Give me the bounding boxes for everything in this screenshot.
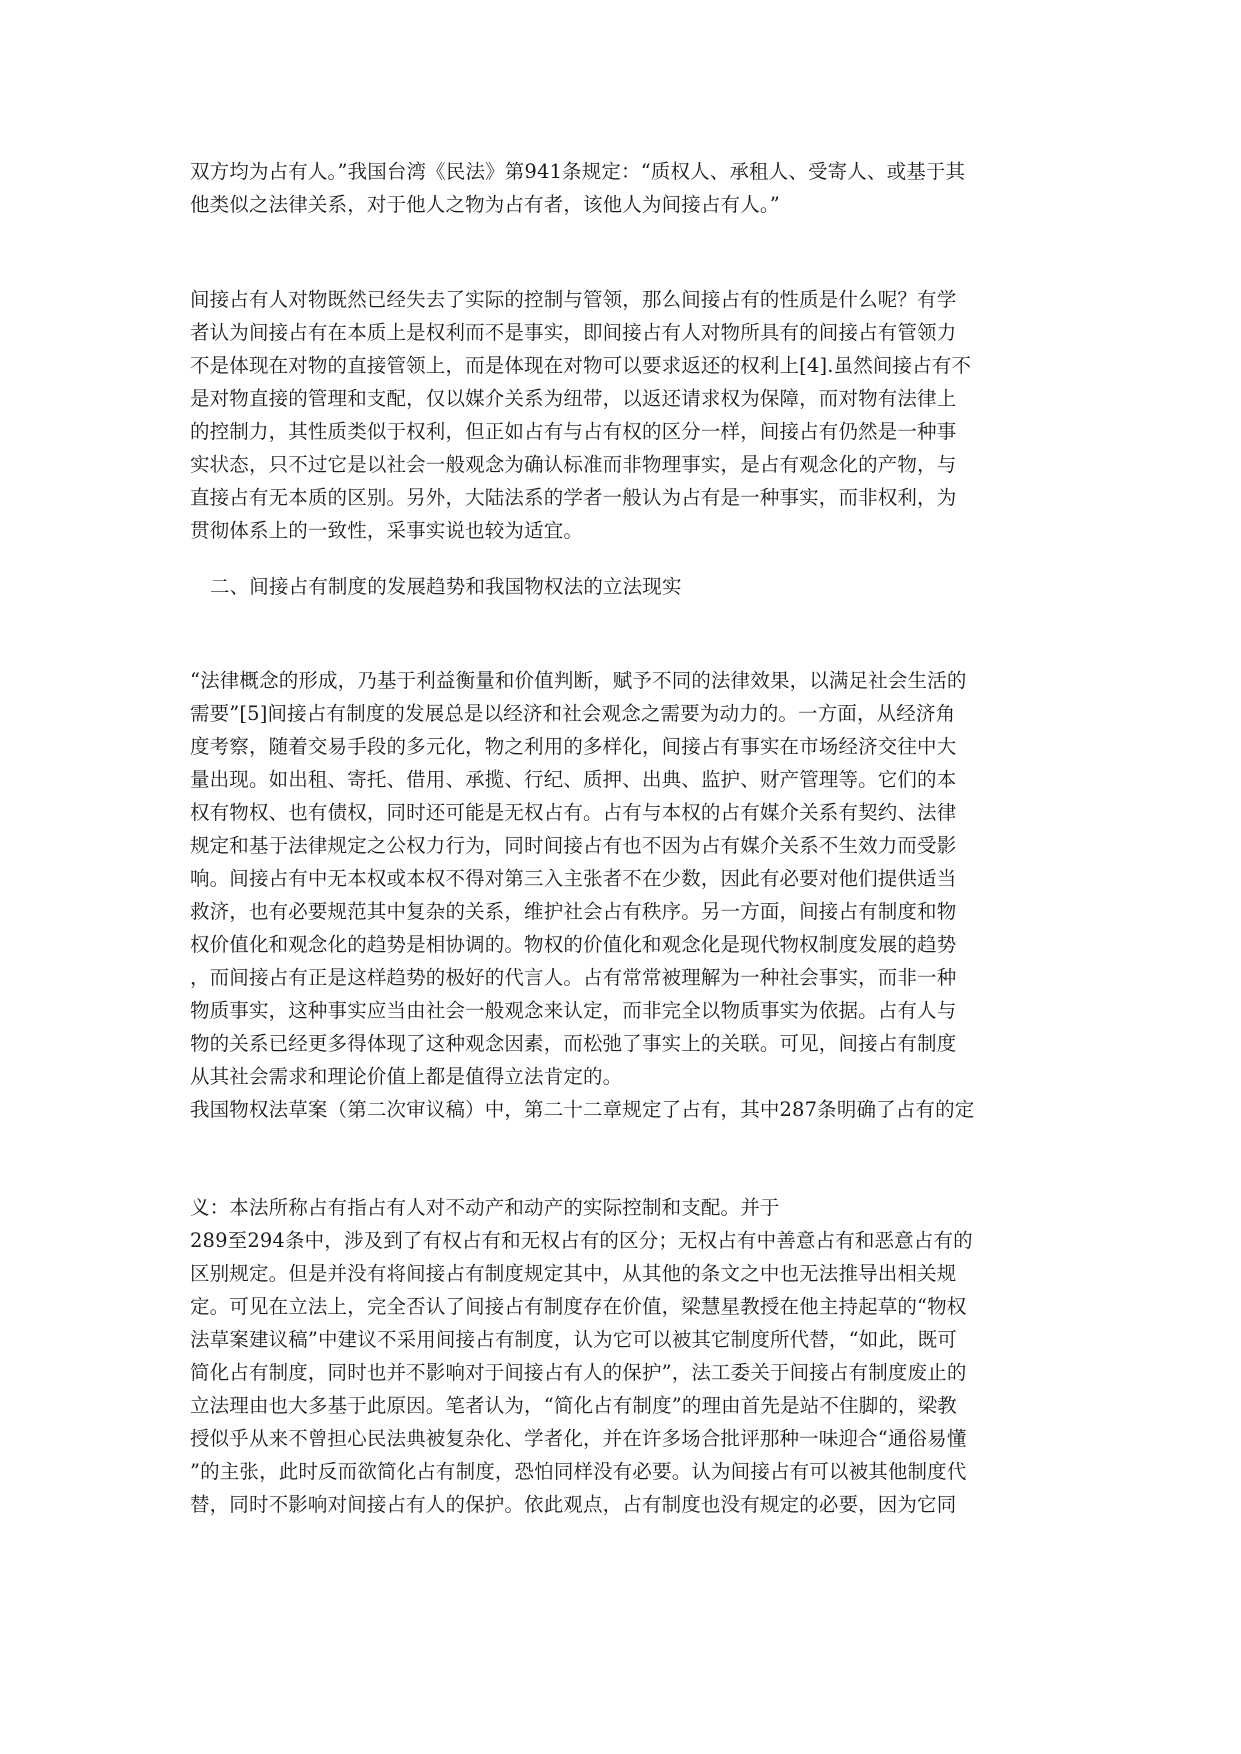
section-heading: 二、间接占有制度的发展趋势和我国物权法的立法现实 [210, 575, 682, 598]
text-line: 规定和基于法律规定之公权力行为，同时间接占有也不因为占有媒介关系不生效力而受影 [190, 834, 957, 857]
text-line: 物质事实，这种事实应当由社会一般观念来认定，而非完全以物质事实为依据。占有人与 [190, 999, 957, 1022]
text-line: ”的主张，此时反而欲简化占有制度，恐怕同样没有必要。认为间接占有可以被其他制度代 [190, 1460, 967, 1483]
text-line: 双方均为占有人。”我国台湾《民法》第941条规定：“质权人、承租人、受寄人、或基于其 [190, 160, 966, 183]
text-line: 我国物权法草案（第二次审议稿）中，第二十二章规定了占有，其中287条明确了占有的定 [190, 1098, 975, 1121]
text-line: 他类似之法律关系，对于他人之物为占有者，该他人为间接占有人。” [190, 193, 780, 216]
text-line: 救济，也有必要规范其中复杂的关系，维护社会占有秩序。另一方面，间接占有制度和物 [190, 900, 957, 923]
text-line: 定。可见在立法上，完全否认了间接占有制度存在价值，梁慧星教授在他主持起草的“物权 [190, 1295, 967, 1318]
text-line: 贯彻体系上的一致性，采事实说也较为适宜。 [190, 519, 584, 542]
text-line: 从其社会需求和理论价值上都是值得立法肯定的。 [190, 1065, 623, 1088]
text-line: 物的关系已经更多得体现了这种观念因素，而松弛了事实上的关联。可见，间接占有制度 [190, 1032, 957, 1055]
text-line: 实状态，只不过它是以社会一般观念为确认标准而非物理事实，是占有观念化的产物，与 [190, 453, 957, 476]
text-line: 授似乎从来不曾担心民法典被复杂化、学者化，并在许多场合批评那种一味迎合“通俗易懂 [190, 1427, 967, 1450]
text-line: “法律概念的形成，乃基于利益衡量和价值判断，赋予不同的法律效果，以满足社会生活的 [190, 669, 967, 692]
text-line: 289至294条中，涉及到了有权占有和无权占有的区分；无权占有中善意占有和恶意占有的 [190, 1229, 973, 1252]
text-line: 替，同时不影响对间接占有人的保护。依此观点，占有制度也没有规定的必要，因为它同 [190, 1493, 957, 1516]
text-line: 立法理由也大多基于此原因。笔者认为，“简化占有制度”的理由首先是站不住脚的，梁教 [190, 1394, 957, 1417]
text-line: 义：本法所称占有指占有人对不动产和动产的实际控制和支配。并于 [190, 1196, 780, 1219]
text-line: 区别规定。但是并没有将间接占有制度规定其中，从其他的条文之中也无法推导出相关规 [190, 1262, 957, 1285]
text-line: 法草案建议稿”中建议不采用间接占有制度，认为它可以被其它制度所代替，“如此，既可 [190, 1328, 957, 1351]
text-line: 需要”[5]间接占有制度的发展总是以经济和社会观念之需要为动力的。一方面，从经济角 [190, 702, 956, 725]
text-line: 响。间接占有中无本权或本权不得对第三入主张者不在少数，因此有必要对他们提供适当 [190, 867, 957, 890]
text-line: 直接占有无本质的区别。另外，大陆法系的学者一般认为占有是一种事实，而非权利，为 [190, 486, 957, 509]
text-line: 者认为间接占有在本质上是权利而不是事实，即间接占有人对物所具有的间接占有管领力 [190, 321, 957, 344]
text-line: 度考察，随着交易手段的多元化，物之利用的多样化，间接占有事实在市场经济交往中大 [190, 735, 957, 758]
text-line: 是对物直接的管理和支配，仅以媒介关系为纽带，以返还请求权为保障，而对物有法律上 [190, 387, 957, 410]
text-line: 的控制力，其性质类似于权利，但正如占有与占有权的区分一样，间接占有仍然是一种事 [190, 420, 957, 443]
text-line: 量出现。如出租、寄托、借用、承揽、行纪、质押、出典、监护、财产管理等。它们的本 [190, 768, 957, 791]
text-line: 不是体现在对物的直接管领上，而是体现在对物可以要求返还的权利上[4].虽然间接占有不 [190, 354, 972, 377]
text-line: 简化占有制度，同时也并不影响对于间接占有人的保护”，法工委关于间接占有制度废止的 [190, 1361, 967, 1384]
text-line: 间接占有人对物既然已经失去了实际的控制与管领，那么间接占有的性质是什么呢？有学 [190, 288, 957, 311]
text-line: 权有物权、也有债权，同时还可能是无权占有。占有与本权的占有媒介关系有契约、法律 [190, 801, 957, 824]
text-line: ，而间接占有正是这样趋势的极好的代言人。占有常常被理解为一种社会事实，而非一种 [190, 966, 957, 989]
text-line: 权价值化和观念化的趋势是相协调的。物权的价值化和观念化是现代物权制度发展的趋势 [190, 933, 957, 956]
